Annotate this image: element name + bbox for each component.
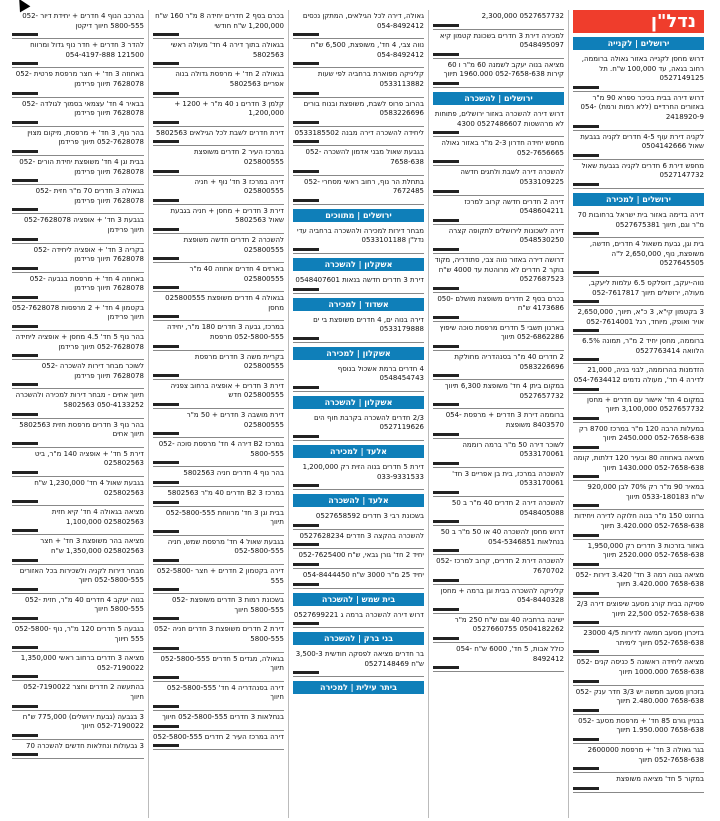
ad-text: בשכונת רמות 3 חדרים משופצת 052-5800-555 חיווך [171, 596, 284, 614]
classified-ad [153, 380, 284, 409]
ad-text: דירה בדימה באזור בית ישראל ברחובות 70 מ"ר וגם, תיווך 0527675381 [577, 210, 704, 229]
classified-ad [153, 263, 284, 292]
classified-ad [12, 127, 144, 156]
classified-ad [153, 653, 284, 682]
ad-text: דירה בקטמון 2 חדרים + חצר 052-5800-555 [156, 566, 284, 585]
classified-ad [573, 715, 704, 744]
ad-text: במאיר 90 מ"ר רק 70% לבן 920,000 ש"ח 0533-180183 תיווך [587, 483, 704, 501]
classified-ad [153, 565, 284, 594]
classified-ad [153, 711, 284, 731]
ad-text: להשכרה בהקצה 3 חדרים 0527628234 [299, 531, 424, 540]
classified-ad [293, 549, 424, 569]
ad-text: בארנון תשבי 5 חדרים מרפסת סוכה שיפוץ 052-6862286 תיווך [439, 323, 564, 342]
classified-ad [12, 652, 144, 681]
classified-ad [573, 364, 704, 393]
classified-ad [433, 196, 564, 225]
classified-ad [153, 176, 284, 205]
ad-text: בגבעת שאול מבני אדמון להשכרה 052-7658-638 [305, 148, 424, 166]
ad-text: להשכרה דירת 2 חדרים, קרוב למרכז 052-7670702 [436, 557, 564, 575]
classified-ad [153, 409, 284, 438]
ad-text: דרוש דירה להשכרה ברמה ג 0527699221 [293, 610, 424, 619]
ad-text: בארזים 4 חדרים אחוזה 40 מ"ר 025800555 [189, 265, 284, 283]
ad-text: מציאה בגאולה 4 חד' קיא חזית 025802563 1,100,000 [51, 508, 144, 526]
classified-ad [153, 127, 284, 147]
ad-text: ברוזנט 150 מ"ר בנוה חלוקה לדירה ויחידות 052-7658-638 3.420.000 תיווך [574, 512, 704, 530]
ad-text: בגאולה בתוך דירה 4 חד' מעולה ראשי 5802563 [170, 41, 284, 59]
ad-text: במקום 4 חד' אישור עם חדרים + מחסן 0527657732 3,100,000 תיווך [587, 395, 704, 414]
ad-text: בכרם בסף 2 חדרים משופצת מושלם 050-4173686 ש"ח [437, 294, 564, 313]
classified-ad [573, 656, 704, 685]
ad-text: בהר נוף, 3 חד' + מרפסת, מיקום מצוין 052-7628078 תיווך פרידמן [27, 128, 144, 147]
ad-text: באחוזה 4 חד' + מרפסת בגבעה 052-7628078 תיווך פרידמן [29, 274, 144, 293]
classified-ad [433, 108, 564, 137]
classified-ad [433, 225, 564, 254]
classified-ad [573, 238, 704, 277]
section-title: נדל"ן [573, 10, 704, 33]
ad-text: יחיד 25 מ"ר 3000 ש"ח 054-8444450 [302, 571, 424, 580]
ad-text: 2 חדרים 40 מ"ר בסנהדריה מחולקת 0583226696 [454, 353, 564, 371]
ad-text: בהר נוף 5 חד' 4.5 מחסן + אופציה ליחידה 052-7628078 תיווך פרידמן [15, 333, 144, 351]
column-4 [148, 10, 288, 818]
classified-ad [433, 409, 564, 438]
classified-ad [573, 452, 704, 481]
classified-ad [293, 510, 424, 530]
ad-text: הזדמנות בהרוממה, לבני בניה, 21,000 לדירה 4 חד', מעולה נדמים 054-7634412 [573, 366, 704, 385]
classified-ad [433, 614, 564, 643]
ad-text: בגאולה, מגדים 5 חדרים 052-5800-555 תיווך [160, 654, 284, 673]
ad-text: מציאה בנוה יעקב לשמנה 60 מ"ר ו 60 קירות 052-7658-638 1960.000 תיווך [443, 60, 564, 79]
classified-ad [153, 487, 284, 507]
ad-text: מציאה בהר משופצת 3 חד' + חצר 025802563 1,350,000 ש"ח [40, 537, 144, 555]
classified-ad [433, 585, 564, 614]
classified-ad [573, 394, 704, 423]
ad-text: קליניקה להשכרה בבית וגן ברמה + מחסן 054-8440328 [440, 586, 564, 605]
ad-text: במרכז העיר 2 חדרים משופצת 025800555 [193, 148, 284, 166]
classified-ad [433, 555, 564, 584]
ad-text: דירה בנוה ים, 4 חדרים משופצת בי ים 0533179888 [313, 315, 424, 334]
classified-ad [433, 380, 564, 409]
ad-text: בגבעה 5 חדרים 120 מ"ר, נוף 052-5800-555 חיווך [14, 624, 144, 643]
classified-ad [12, 477, 144, 506]
ad-text: בגאולה 2 חד' + מרפסת גדולה בנוה אפריים 5802563 [175, 70, 284, 88]
classified-ad [153, 438, 284, 467]
classified-ad [12, 565, 144, 594]
classified-ad [293, 274, 424, 294]
classified-ad [293, 10, 424, 39]
ad-text: ישיבה ברחביה 40 וגם ש"ח 250 מ"ר 0504182262 0527660755 [454, 615, 564, 634]
ad-text: באזור בזרכות 3 חדרים רק 1,950,000 052-7658-638 2520.000 תיווך [587, 541, 704, 560]
ad-text: בתחלת הר נוף, רחוב ראשי מסחרי 052-7672485 [304, 177, 424, 196]
classified-ad [573, 335, 704, 364]
ad-text: להשכרה במרכז, בית בן אפריים 3 חד' 0533170061 [452, 469, 564, 488]
ad-text: להשכרה 2 חדרים חדשה משופצת 025800555 [183, 235, 284, 254]
ad-text: למכירה דירת 3 חדרים בשכונת קטמון קיא 0548495097 [439, 31, 564, 50]
ad-text: בזכרון מסעב חמשה יש 3/3 חדר ענק 052-7658-638 2.480.000 תיווך [575, 687, 704, 706]
ad-text: מציאה באחוזה 80 ובעיר 120 דלתות, קומה 052-7658-638 1430.000 תיווך [573, 454, 704, 472]
classified-ad [12, 448, 144, 477]
ad-text: דרוש מחסן לקנייה באזור גאולה ברוממה, רחוב בגאה, עד 100,000 ש"ח. תל 0527149125 [581, 55, 704, 83]
ad-text: בזיכרון מסעב חמשה לדירות 4/5 23000 052-7658-638 תיווך לימיתר [583, 629, 704, 647]
ad-text: בשכונת רבי 3 חדרים 0527658592 [315, 512, 424, 521]
ad-text: 2/3 חדרים להשכרה בקרבת חוף הים 0527119626 [313, 413, 424, 432]
classified-ad [153, 146, 284, 175]
ad-text: גאולה, דירה לכל הגילאים, המתקן נכסים 054-8492412 [302, 12, 424, 30]
classified-ad [573, 744, 704, 773]
ad-text: דירה במרכז העיר 2 חדרים 052-5800-555 [152, 732, 284, 741]
classified-ad [12, 214, 144, 243]
ad-text: בבאיר 4 חד' עצמאי בסמוך לגולדה 052-7628078 תיווך פרידמן [21, 99, 144, 118]
category-header: ירושלים | מתווכים [293, 209, 424, 222]
ad-text: בבניין גורם 85 חד' + מרפסת מסעב 052-7658-638 1.950.000 תיווך [578, 716, 704, 735]
ad-text: מחפש דירת 6 חדרים לקניה בגבעת שאול 0527147732 [581, 161, 704, 180]
ad-text: בגר גאולה 3 חד' + מרפסת 2600000 052-7658-638 תיווך [587, 745, 704, 764]
ad-text: דרושה דירה באזור נווה צבי, סתודריה, מקוד בוקר 2 חדרים לא מרוהטת עד 4000 ש"ח 0527687523 [434, 255, 564, 284]
category-header: אשדוד | למכירה [293, 298, 424, 311]
classified-ad [153, 467, 284, 487]
classified-ad [12, 594, 144, 623]
category-header: בית שמש | להשכרה [293, 593, 424, 606]
classified-ad [433, 166, 564, 195]
ad-text: קליניקה מפוארת ברחביה לפי שעות 0533113882 [317, 70, 424, 88]
classified-ad [573, 277, 704, 306]
classified-ad [12, 535, 144, 564]
ad-text: בנחלאות 3 חדרים 052-5800-555 חיווך [162, 712, 284, 721]
classified-ad [12, 39, 144, 68]
classified-ad [573, 209, 704, 238]
ad-text: בגבעת שאול 4 חד' 1,230,000 ש"ח 025802563 [34, 479, 144, 497]
category-header: אשקלון | למכירה [293, 347, 424, 360]
classified-ad [433, 30, 564, 59]
classified-ad [12, 185, 144, 214]
classified-ad [433, 497, 564, 526]
ad-text: לשוכר דירה 50 מ"ר ברמה רוממה 0533170061 [462, 440, 564, 459]
ad-text: בהרוב פרוס לשבת, משופצת ובנוח בורים 0583226696 [303, 99, 424, 118]
classified-ad [12, 244, 144, 273]
classified-ad [12, 389, 144, 418]
classified-ad [433, 322, 564, 351]
category-header: בני ברק | להשכרה [293, 632, 424, 645]
classified-ad [153, 10, 284, 39]
ad-text: בגבעת 3 חד' + אופציה 052-7628078 תיווך פרידמן [23, 216, 144, 234]
ad-text: נווה צבי, 4 חד', משופצת, 6,500 ש"ח 054-8492412 [310, 41, 424, 59]
classified-ad [433, 468, 564, 497]
ad-text: ליחידה להשכרה דירה מבנה 0533185502 [294, 128, 424, 137]
classified-ad [293, 363, 424, 392]
classified-ad [153, 292, 284, 321]
classified-ad [293, 530, 424, 550]
classified-ad [433, 643, 564, 672]
ad-text: ברוממה דירת 3 חדרים + מרפסת 054-8403570 משופצת [445, 411, 564, 430]
ad-text: כולל אבות, 5 חד', 6000 ש"ח 054-8492412 [456, 644, 564, 663]
ad-text: דירה לשכונות לירושלים לתקופה קצרה 0548530250 [448, 226, 564, 245]
classified-ad [153, 351, 284, 380]
ad-text: במרכז B2 3 חדרים 40 מ"ר 5802563 [167, 489, 284, 497]
ad-text: יחיד 2 חד' גורן גבאי, ש"ח 052-7625400 [298, 551, 424, 560]
ad-text: נווה-יעקב, דופלקס 6.5 עלמות ליעקב, מעולה, ירושלים תיווך 052-7617817 [588, 278, 704, 297]
ad-text: מבחר דירות למכירה ולהשכרה ברחביה עדי נדל"ן 0533101188 [297, 226, 424, 245]
classified-ad [12, 506, 144, 535]
classified-ad [433, 137, 564, 166]
classified-ad [293, 609, 424, 629]
ad-text: להשכרה דירה לשבת ולחגים חדשה 0533109225 [460, 168, 564, 186]
ad-text: דרוש דירה בבית בכיכר ספרא 90 מ"ר באזורים החרדיים (ללא רמות ורמת) 054-2418920-9 [580, 93, 704, 121]
classified-ad [573, 306, 704, 335]
classified-ad [153, 234, 284, 263]
classified-ad [153, 39, 284, 68]
classified-ad [12, 681, 144, 710]
ad-text: מציאה ליחידה ראשונה 5 כניסה קנים 052-7658-638 1000.000 תיווך [576, 658, 704, 676]
classified-ad [153, 98, 284, 127]
classified-ad [153, 321, 284, 350]
column-5 [8, 10, 148, 818]
ad-text: 3 בקטמון קי"א, 3 כ"א, תיווך, 2,650,000 אויר ואופק, מיוחד, רגל 052-7614001 [577, 308, 704, 326]
classified-page [8, 10, 708, 818]
ad-text: דירת 5 חד' + אופציה 140 מ"ר, ביט 025802563 [34, 449, 144, 468]
ad-text: בית וגן, גבעת משאול 4 חדרים, חדשה, משופצת, נוף, 2,650,000 ל"ה 0527645505 [589, 240, 704, 268]
classified-ad [573, 53, 704, 92]
classified-ad [12, 331, 144, 360]
ad-text: דרוש דירה להשכרה באזור ירושלים, פתוחות לא מרהשטות 0527486607 4300 [434, 109, 564, 128]
ad-text: בקריה 3 חד' + אופציה ליחידה 052-7628078 תיווך פרידמן [33, 245, 144, 264]
ad-text: במקור 5 חד' מציאה משופצת [616, 775, 704, 784]
category-header: אשקלון | להשכרה [293, 396, 424, 409]
ad-text: לשוכר מבחר דירות להשכרה 052-7628078 תיווך פרידמן [41, 362, 144, 380]
ad-text: מציאה 3 חדרים ברחוב ראשי 1,350,000 052-7190022 [20, 654, 144, 672]
classified-ad [12, 360, 144, 389]
classified-ad [573, 686, 704, 715]
ad-text: במעלות הרבה 120 מ"ר במרכז 8700 רק 052-7658-638 2450.000 תיווך [578, 424, 704, 443]
classified-ad [433, 254, 564, 293]
ad-text: בקטמון 4 חד' + 2 מרפסות 052-7628078 תיווך פרידמן [12, 303, 144, 322]
ad-text: בקריית משה 3 חדרים מרפסת 025800555 [194, 352, 284, 371]
column-3 [288, 10, 428, 818]
classified-ad [293, 314, 424, 343]
category-header: אלעד | למכירה [293, 445, 424, 458]
classified-ad [293, 412, 424, 441]
classified-ad [153, 594, 284, 623]
category-header: ירושלים | למכירה [573, 193, 704, 206]
classified-ad [293, 127, 424, 147]
classified-ad [153, 536, 284, 565]
ad-text: בהר נוף 3 חדרים מרפסת חזית 5802563 תיווך אחים [19, 420, 144, 439]
ad-text: להשכרה דירה 2 חדרים 40 מ"ר ב 50 0548405088 [451, 499, 564, 517]
column-1 [568, 10, 708, 818]
classified-ad [12, 419, 144, 448]
category-header: ביתר עילית | למכירה [293, 681, 424, 694]
classified-ad [153, 507, 284, 536]
classified-ad [153, 682, 284, 711]
classified-ad [293, 648, 424, 677]
classified-ad [12, 10, 144, 39]
ad-text: בנוה יעקב 4 חדרים 40 מ"ר, חזית 052-5800-555 חיווך [24, 595, 144, 614]
ad-text: קלמן 3 חדרים נ 40 מ"ר + 1200 + 1,200,000 [174, 99, 284, 118]
classified-ad [12, 68, 144, 97]
ad-text: בהתעשה 2 חדרים וחצר 052-7190022 חיווך [23, 683, 144, 701]
classified-ad [293, 39, 424, 68]
ad-text: דירה במרכז 3 חד' נוף + חניה 025800555 [194, 177, 284, 196]
classified-ad [293, 569, 424, 589]
ad-text: 3 בגבעה (גבעת ירושלים) 775,000 ש"ח 052-7190022 חיווך [22, 712, 144, 731]
classified-ad [12, 156, 144, 185]
classified-ad [293, 461, 424, 490]
ad-text: 4 חדרים ברמת אשכול בנוסף 0548454743 [337, 364, 424, 383]
classified-ad [433, 293, 564, 322]
ad-text: במרכז B2 דירה 4 חד' מרפסת סוכה 052-5800-555 [158, 440, 284, 458]
ad-text: בבית וגן 4 חד' משופצת יחידת הורים 052-7628078 תיווך פרידמן [19, 157, 144, 176]
classified-ad [12, 623, 144, 652]
column-2 [428, 10, 568, 818]
ad-text: בהר נוף 4 חדרים חניה 5802563 [183, 469, 284, 478]
ad-text: דירת 5 חדרים בנוה הזית רק 1,200,000 033-9331533 [302, 463, 424, 481]
classified-ad [12, 740, 144, 760]
ad-text: מבחר דירות לקניה ולשכירות בכל האזורים 052-5800-555 חיווך [19, 566, 144, 585]
classified-ad [573, 598, 704, 627]
ad-text: דירת 2 חדרים משופצת 3 חדרים חניה 052-5800-555 [154, 625, 284, 643]
classified-ad [153, 68, 284, 97]
ad-text: תיווך אחים - מבחר דירות למכירה ולהשכרה 050-4133252 5802563 [15, 391, 144, 410]
ad-text: באחוזה 3 חד' + חצר מרפסת פרטית 052-7628078 תיווך פרידמן [15, 70, 144, 88]
classified-ad [433, 10, 564, 30]
classified-ad [12, 302, 144, 331]
classified-ad [293, 146, 424, 175]
classified-ad [433, 351, 564, 380]
classified-ad [573, 569, 704, 598]
classified-ad [573, 423, 704, 452]
ad-text: דירה 2 חדרים חדשה קרוב למרכז 0548604211 [464, 197, 564, 216]
ad-text: דרוש מחסן להשכרה 40 או 50 מ"ר ב 50 בנחלאות 054-5346851 [440, 528, 564, 546]
classified-ad [153, 623, 284, 652]
classified-ad [433, 439, 564, 468]
ad-text: 3 גבעולות ונחלאות חדשים להשכרה 70 [26, 741, 144, 750]
ad-text: דירת חדרים לשבת לכל הגילאים 5802563 [156, 128, 284, 137]
classified-ad [12, 273, 144, 302]
classified-ad [433, 59, 564, 88]
ad-text: בכרם בסף 2 חדרים יחידה 8 מ"ר 160 ש"ח 1,200,000 ש"ח חודשי [155, 12, 284, 30]
classified-ad [573, 627, 704, 656]
ad-text: לקניה דירת עוף 4-5 חדרים לקניה בגבעת שאול 0504142666 [580, 132, 704, 151]
ad-text: בגבעת שאול 4 חד' מרפסת שמש, חניה 052-5800-555 [167, 537, 284, 556]
classified-ad [573, 540, 704, 569]
classified-ad [573, 160, 704, 189]
ad-text: מחפש יחידה חדרון 2-3 מ"ר באזור גאולה 052-7656665 [441, 139, 564, 157]
classified-ad [293, 225, 424, 254]
ad-text: דירה בסנהדריה 4 חד' 052-5800-555 חיווך [166, 683, 284, 702]
classified-ad [573, 773, 704, 793]
classified-ad [12, 711, 144, 740]
ad-text: פסיקה בבית קורג מסעב שיפוצים דירה 2/3 052-7658-638 22,500 תיווך [576, 599, 704, 618]
classified-ad [12, 98, 144, 127]
ad-text: מציאה בנוה רמה 3 חד' 3.420 דירות 052-7658-638 3.420.000 תיווך [575, 570, 704, 589]
classified-ad [573, 481, 704, 510]
category-header: אשקלון | להשכרה [293, 258, 424, 271]
category-header: ירושלים | לקנייה [573, 37, 704, 50]
category-header: ירושלים | להשכרה [433, 92, 564, 105]
ad-text: דירת 3 חדרים חדשה בנאות 0548407601 [295, 275, 424, 284]
classified-ad [573, 92, 704, 131]
ad-text: בגאולה 4 חדרים משופצת 025800555 מחסן [165, 294, 284, 312]
ad-text: דירת 3 חדרים + אופציה ברחוב צפניה 025800555 חדש [170, 381, 284, 400]
classified-ad [293, 98, 424, 127]
ad-text: דירת מושבה 3 חדרים + 50 מ"ר 025800555 [186, 411, 284, 429]
ad-text: 0527657732 2,300,000 [481, 12, 564, 20]
ad-text: דירת 3 חדרים + מחסן + חניה בגבעת שאול 5802563 [170, 206, 284, 225]
ad-text: במרכז, גבעה 3 חדרים 180 מ"ר, יחידה 052-5800-555 מרפסת [166, 323, 284, 342]
ad-text: ברוממה, מחסן יחיד 2 מ"ר, תמונה 6.5% הלוואה 0527763414 [582, 337, 704, 355]
ad-text: בהרכב הנוף 4 חדרים + יחידת דיור 052-5800-555 חיווך דיקטן [22, 12, 144, 30]
ad-text: במקום ביתן 4 חד' משופצת 6,300 תיווך 0527657732 [444, 382, 564, 400]
classified-ad [153, 731, 284, 751]
classified-ad [153, 205, 284, 234]
classified-ad [433, 526, 564, 555]
classified-ad [293, 68, 424, 97]
classified-ad [293, 176, 424, 205]
ad-text: בבית וגן 3 חד' מרווחת 052-5800-555 תיווך [165, 508, 284, 527]
ad-text: להדר 3 חדרים + חדר נוף גדול ומרווח 121500 054-4197-888 [30, 41, 144, 59]
classified-ad [573, 131, 704, 160]
ad-text: בגאולה 3 חדרים 70 מ"ר חזית 052-7628078 תיווך פרידמן [35, 187, 144, 205]
category-header: אלעד | להשכרה [293, 494, 424, 507]
classified-ad [573, 510, 704, 539]
ad-text: בר חדרים מציאה לפסקה חודשית 3,500-3 ש"ח 0527148469 [295, 650, 424, 668]
